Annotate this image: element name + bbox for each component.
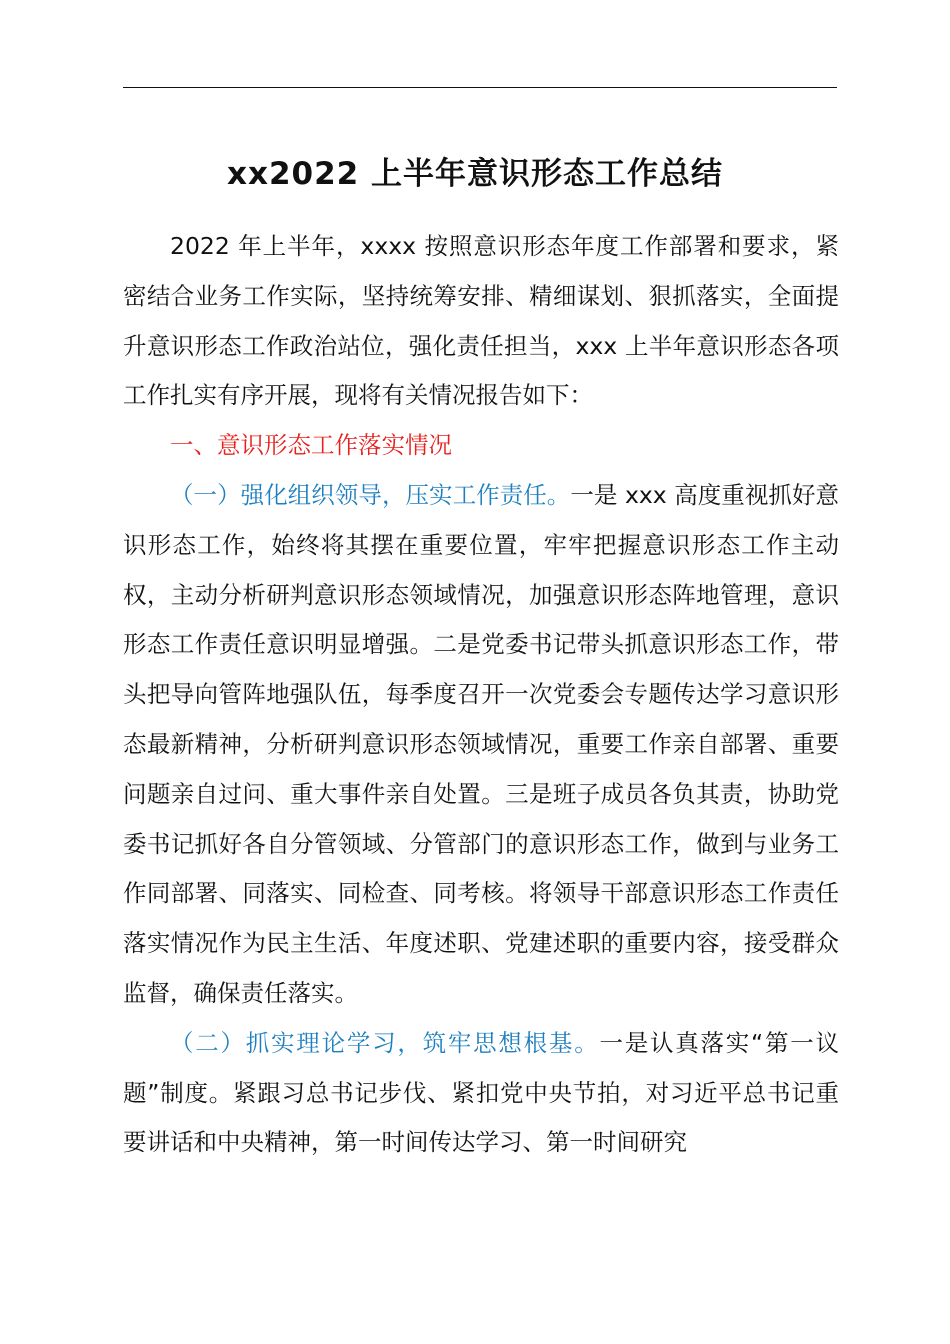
paragraph-text-2: 一是认真落实“第一议题”制度。紧跟习总书记步伐、紧扣党中央节拍，对习近平总书记重要讲话和中央精神，第一时间传达学习、第一时间研究	[123, 1028, 840, 1157]
section-heading: 一、意识形态工作落实情况	[170, 431, 452, 460]
subsection-heading-2: （二）抓实理论学习，筑牢思想根基。	[170, 1028, 600, 1057]
intro-paragraph: 2022 年上半年，xxxx 按照意识形态年度工作部署和要求，紧密结合业务工作实际，坚持统筹安排、精细谋划、狠抓落实，全面提升意识形态工作政治站位，强化责任担当，xxx 上半年意识形态各项工作扎实有序开展，现将有关情况报告如下：	[123, 232, 839, 410]
paragraph-item-2	[123, 1019, 839, 1168]
paragraph-text-1: 一是 xxx 高度重视抓好意识形态工作，始终将其摆在重要位置，牢牢把握意识形态工作主动权，主动分析研判意识形态领域情况，加强意识形态阵地管理，意识形态工作责任意识明显增强。二是党委书记带头抓意识形态工作，带头把导向管阵地强队伍，每季度召开一次党委会专题传达学习意识形态最新精神，分析研判意识形态领域情况，重要工作亲自部署、重要问题亲自过问、重大事件亲自处置。三是班子成员各负其责，协助党委书记抓好各自分管领域、分管部门的意识形态工作，做到与业务工作同部署、同落实、同检查、同考核。将领导干部意识形态工作责任落实情况作为民主生活、年度述职、党建述职的重要内容，接受群众监督，确保责任落实。	[123, 480, 839, 1007]
subsection-heading-1: （一）强化组织领导，压实工作责任。	[170, 480, 571, 509]
document-title: xx2022 上半年意识形态工作总结	[226, 156, 724, 192]
header-rule	[123, 87, 837, 88]
paragraph-item-1	[123, 471, 839, 1019]
document-body	[123, 222, 839, 1168]
